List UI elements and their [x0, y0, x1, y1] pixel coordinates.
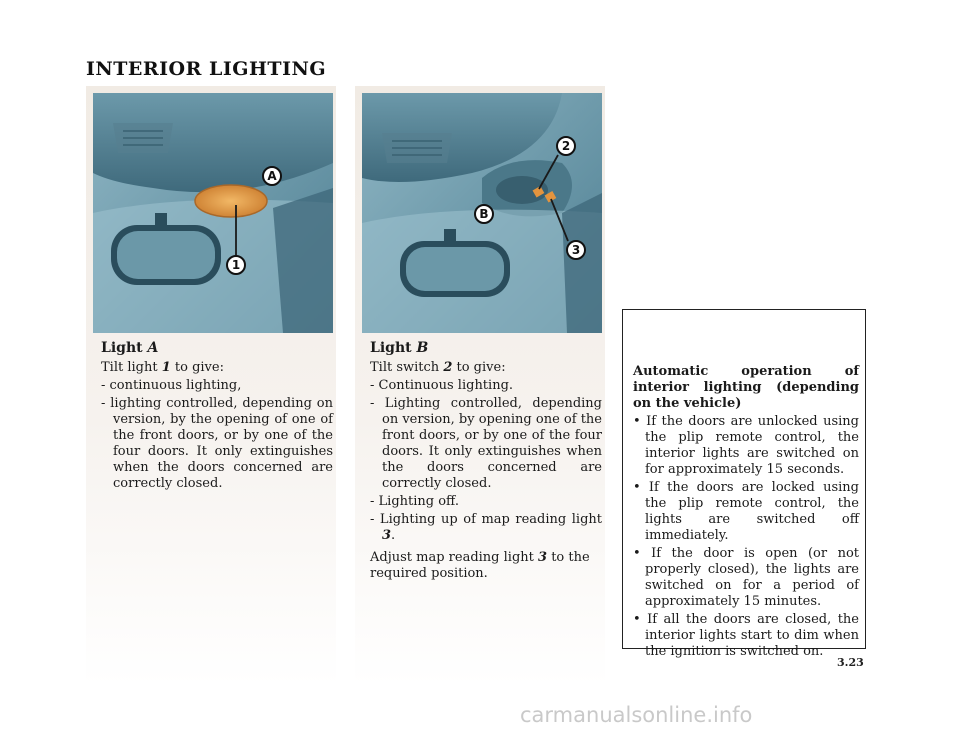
light-a-item: - lighting controlled, depending on version, by the opening of one of the front doors, or by one of the four doors. It only extinguishes when the doors concerned are correctly closed. — [101, 396, 333, 491]
light-b-intro-after: to give: — [452, 360, 506, 375]
automatic-operation-title: Automatic operation of interior lighting (depending on the vehicle) — [633, 364, 859, 411]
automatic-operation-content — [633, 364, 859, 662]
page-title: INTERIOR LIGHTING — [86, 58, 327, 80]
automatic-operation-bullet: • If the door is open (or not properly closed), the lights are switched on for a period of approximately 15 minutes. — [633, 546, 859, 609]
light-a-section — [101, 340, 333, 494]
light-b-adjust-after: to the required position. — [370, 550, 590, 581]
light-a-title-letter: A — [147, 340, 159, 356]
light-b-intro-ref: 2 — [443, 360, 453, 375]
watermark: carmanualsonline.info — [520, 703, 753, 727]
light-b-item: - Continuous lighting. — [370, 378, 514, 393]
callout-b: B — [474, 204, 494, 224]
automatic-operation-bullet: • If all the doors are closed, the interior lights start to dim when the ignition is switched on. — [633, 612, 859, 659]
light-a-item: - continuous lighting, — [101, 378, 242, 393]
light-b-map-item-after: . — [391, 528, 396, 543]
callout-3: 3 — [566, 240, 586, 260]
light-b-map-item-ref: 3 — [382, 528, 392, 543]
light-b-item: - Lighting off. — [370, 494, 459, 509]
light-b-map-item-before: - Lighting up of map reading light — [370, 512, 602, 527]
callout-2: 2 — [556, 136, 576, 156]
light-b-title-letter: B — [416, 340, 429, 356]
automatic-operation-box — [622, 309, 866, 659]
figure-light-a — [93, 93, 333, 333]
light-b-adjust-ref: 3 — [538, 550, 548, 565]
light-b-section — [370, 340, 602, 584]
light-a-intro-ref: 1 — [161, 360, 171, 375]
light-a-intro-after: to give: — [170, 360, 224, 375]
light-b-adjust-before: Adjust map reading light — [370, 550, 539, 565]
page-number: 3.23 — [837, 656, 864, 669]
automatic-operation-bullet: • If the doors are locked using the plip remote control, the lights are switched off immediately. — [633, 480, 859, 543]
automatic-operation-bullet: • If the doors are unlocked using the plip remote control, the interior lights are switched on for approximately 15 seconds. — [633, 414, 859, 477]
light-b-intro-before: Tilt switch — [370, 360, 444, 375]
light-a-intro — [101, 360, 333, 376]
light-b-title — [370, 340, 602, 356]
light-b-title-prefix: Light — [370, 340, 417, 356]
light-b-item: - Lighting controlled, depending on version, by opening one of the front doors, or by one of the four doors. It only extinguishes when the doors concerned are correctly closed. — [370, 396, 602, 491]
light-a-title-prefix: Light — [101, 340, 148, 356]
light-b-map-item — [370, 512, 602, 544]
callout-1: 1 — [226, 255, 246, 275]
light-b-intro — [370, 360, 602, 376]
callout-a: A — [262, 166, 282, 186]
light-b-adjust — [370, 550, 602, 582]
light-a-title — [101, 340, 333, 356]
light-a-intro-before: Tilt light — [101, 360, 162, 375]
